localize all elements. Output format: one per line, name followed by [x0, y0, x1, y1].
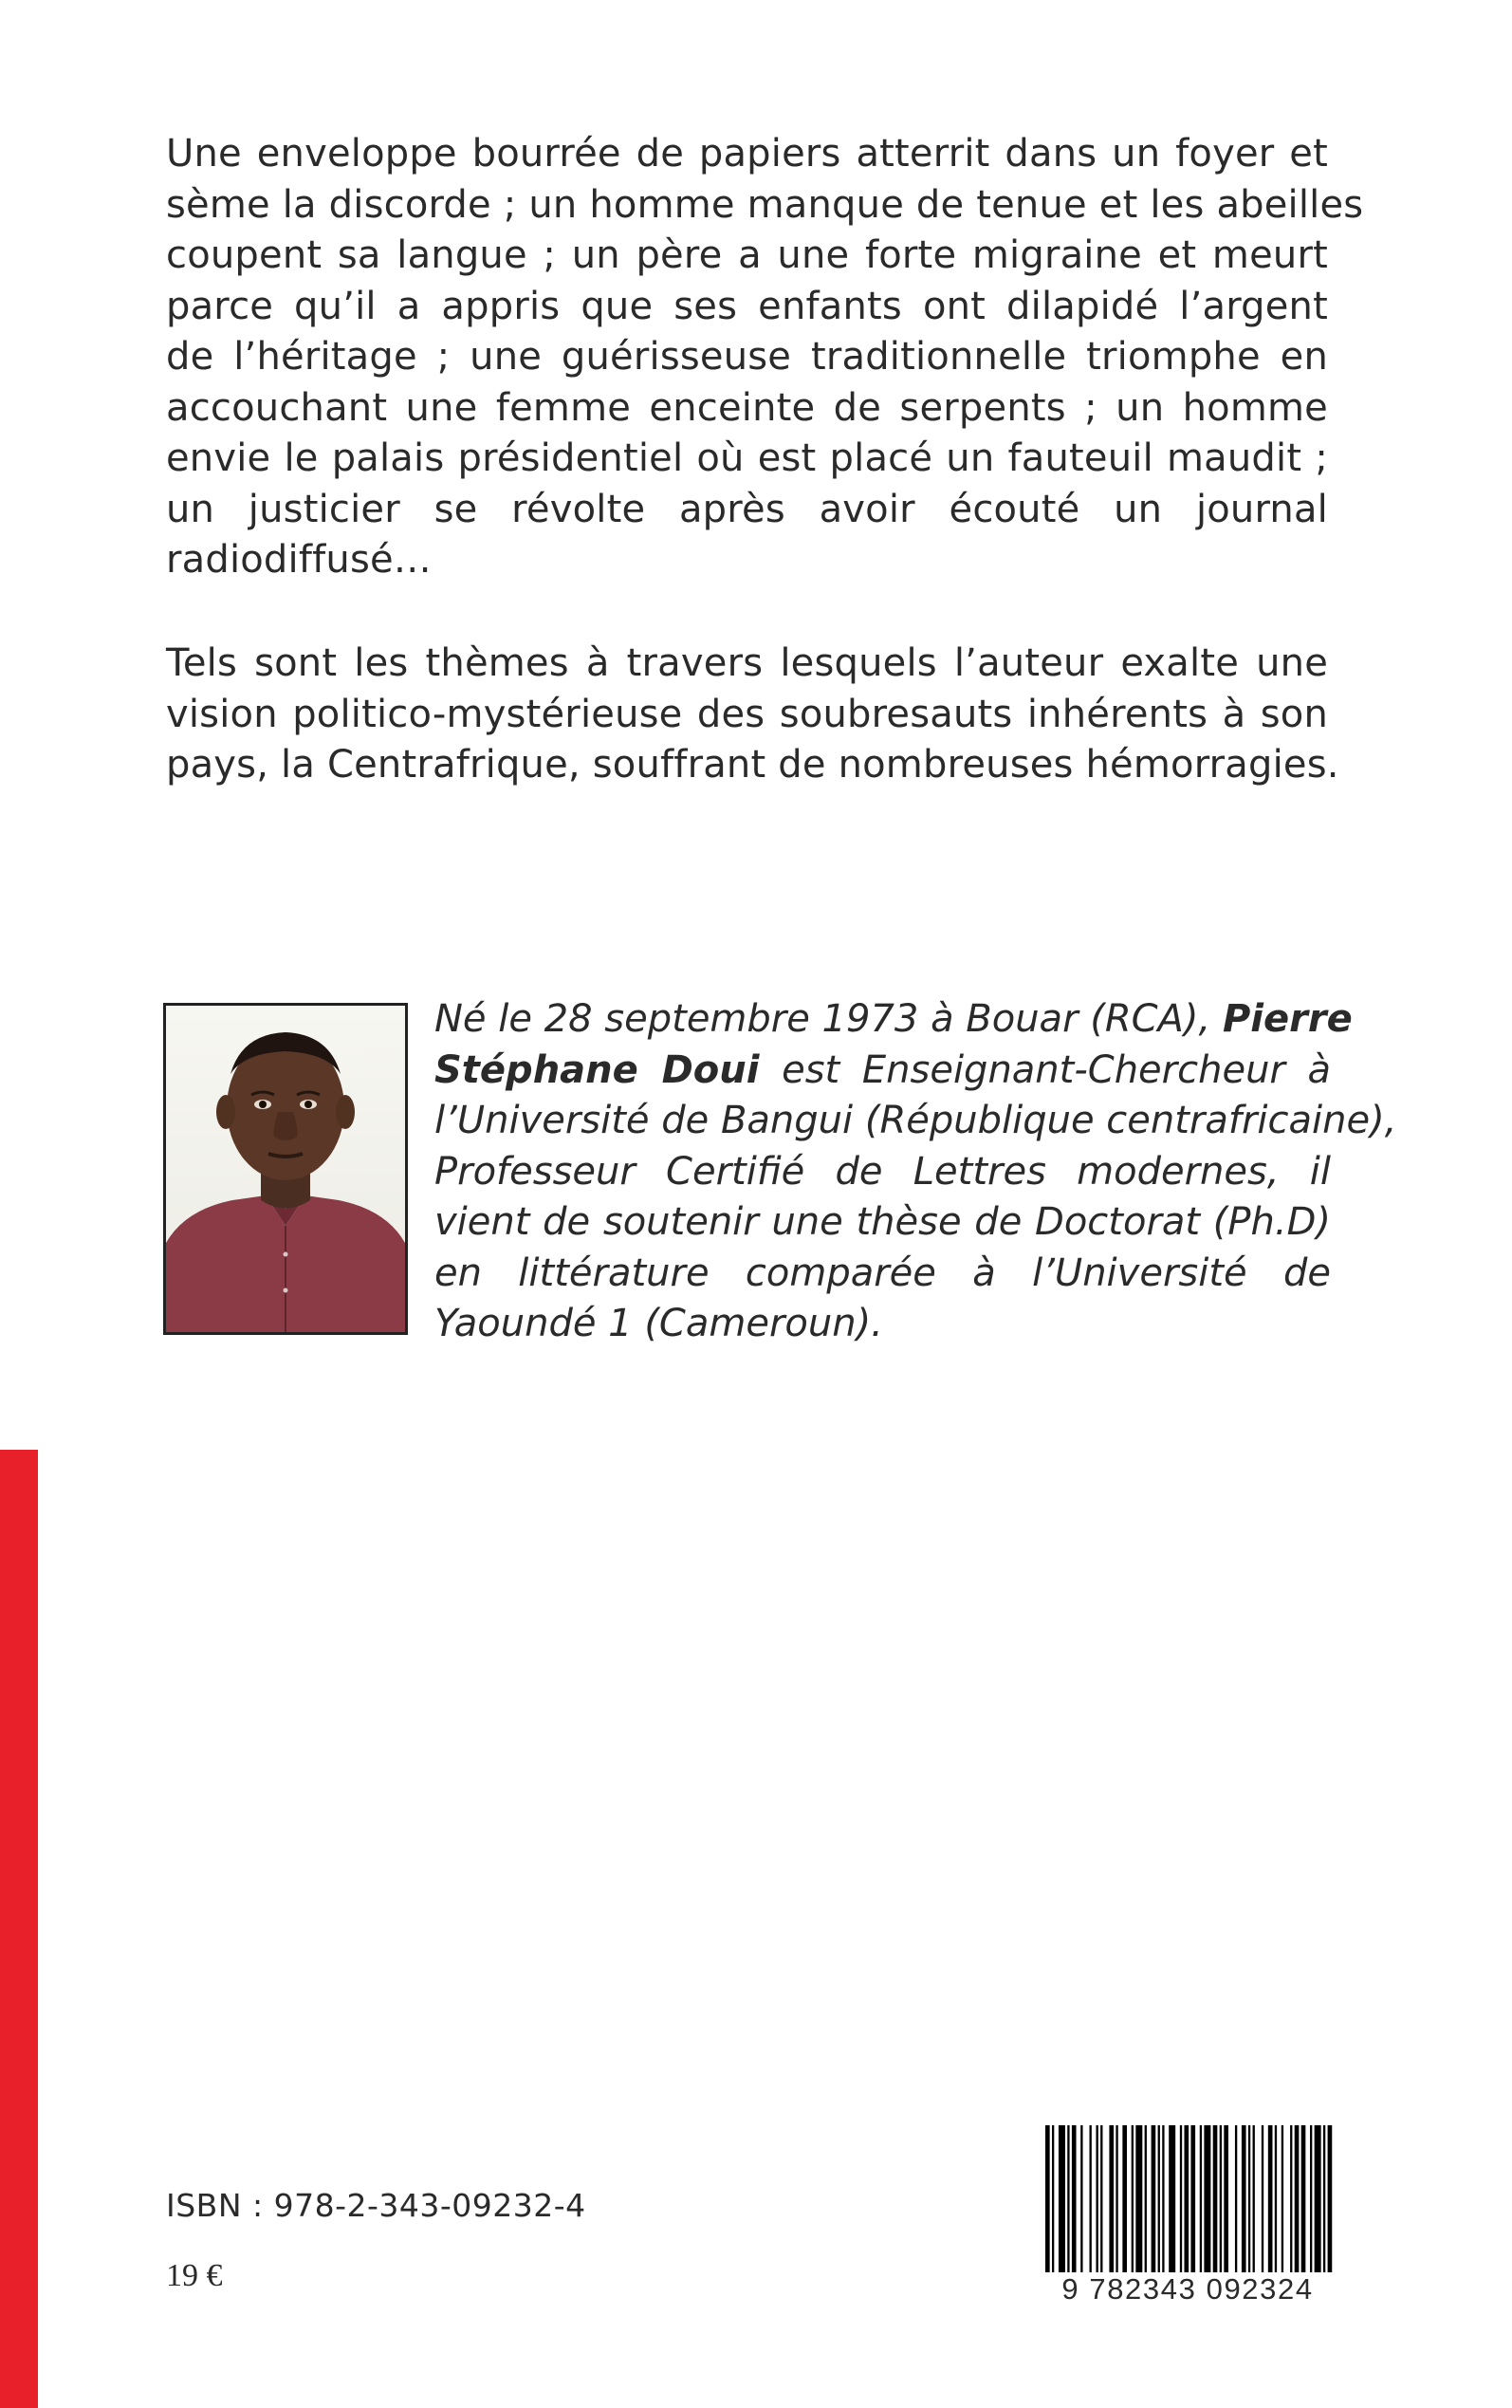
red-spine-band: [0, 1450, 38, 2408]
blurb-line: vision politico-mystérieuse des soubresauts inhérents à son: [166, 692, 1328, 736]
author-bio-birth: Né le 28 septembre 1973 à Bouar (RCA),: [434, 997, 1211, 1041]
blurb-line: pays, la Centrafrique, souffrant de nombreuses hémorragies.: [166, 743, 1339, 787]
blurb-line: sème la discorde ; un homme manque de tenue et les abeilles: [166, 182, 1364, 227]
author-bio-line: en littérature comparée à l’Université de: [434, 1250, 1331, 1295]
blurb-paragraph-1: [166, 129, 1364, 586]
blurb-paragraph-2: [166, 639, 1339, 791]
author-bio-line: [434, 1046, 1331, 1097]
author-bio: [434, 994, 1397, 1350]
barcode-number: 9 782343 092324: [1042, 2272, 1334, 2306]
author-bio-line: Professeur Certifié de Lettres modernes, il: [434, 1149, 1331, 1194]
blurb-line: Tels sont les thèmes à travers lesquels l’auteur exalte une: [166, 641, 1328, 685]
author-portrait-image: [166, 1006, 405, 1332]
blurb-line: de l’héritage ; une guérisseuse traditionnelle triomphe en: [166, 335, 1328, 379]
blurb-line: accouchant une femme enceinte de serpents ; un homme: [166, 385, 1328, 430]
author-bio-line: l’Université de Bangui (République centrafricaine),: [434, 1099, 1397, 1142]
isbn-label: ISBN : 978-2-343-09232-4: [166, 2187, 586, 2224]
author-bio-line: [434, 994, 1353, 1046]
author-photo: [163, 1003, 408, 1335]
blurb-line: un justicier se révolte après avoir écouté un journal: [166, 487, 1328, 531]
blurb-line: Une enveloppe bourrée de papiers atterrit dans un foyer et: [166, 132, 1328, 176]
blurb-line: coupent sa langue ; un père a une forte migraine et meurt: [166, 233, 1328, 277]
blurb-line: parce qu’il a appris que ses enfants ont dilapidé l’argent: [166, 284, 1328, 328]
author-name-last: Stéphane Doui: [434, 1047, 760, 1092]
author-bio-role: est Enseignant-Chercheur à: [782, 1047, 1331, 1092]
price-label: 19 €: [166, 2258, 223, 2293]
blurb-line: envie le palais présidentiel où est placé un fauteuil maudit ;: [166, 436, 1328, 480]
blurb-line: radiodiffusé…: [166, 538, 433, 582]
barcode-bars-icon: [1042, 2125, 1334, 2287]
author-bio-line: vient de soutenir une thèse de Doctorat (Ph.D): [434, 1200, 1331, 1244]
author-bio-line: Yaoundé 1 (Cameroun).: [434, 1302, 883, 1345]
author-name-first: Pierre: [1222, 997, 1353, 1041]
barcode: [1042, 2125, 1334, 2315]
